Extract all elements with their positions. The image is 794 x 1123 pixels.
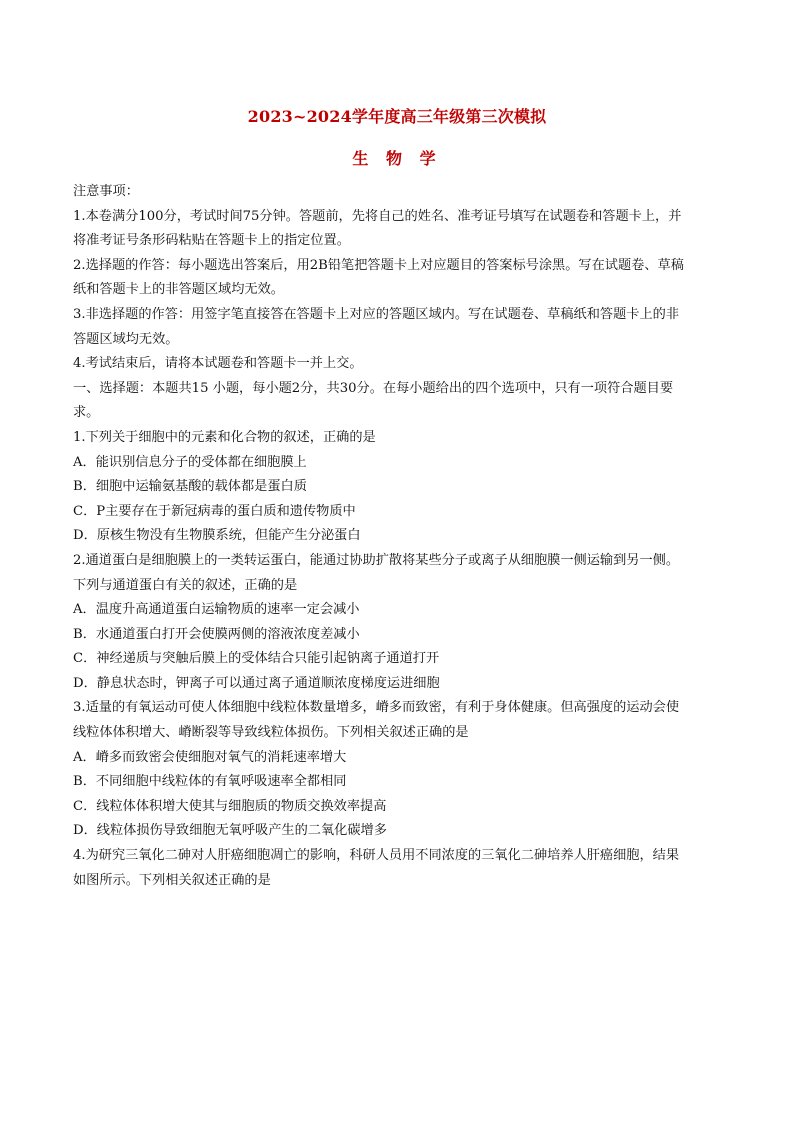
note-2-line-1: 2.选择题的作答：每小题选出答案后，用2B铅笔把答题卡上对应题目的答案标号涂黑。写在试题卷、草稿 (73, 257, 684, 273)
section-intro-line-2: 求。 (73, 405, 100, 421)
question-2-option-a: A．温度升高通道蛋白运输物质的速率一定会减小 (73, 602, 360, 618)
question-3-option-c: C．线粒体体积增大使其与细胞质的物质交换效率提高 (73, 798, 387, 814)
question-2-option-b: B．水通道蛋白打开会使膜两侧的溶液浓度差减小 (73, 626, 360, 642)
question-1-option-b: B．细胞中运输氨基酸的载体都是蛋白质 (73, 479, 307, 495)
question-1-stem: 1.下列关于细胞中的元素和化合物的叙述，正确的是 (73, 429, 376, 445)
question-2-option-c: C．神经递质与突触后膜上的受体结合只能引起钠离子通道打开 (73, 651, 440, 667)
note-2-line-2: 纸和答题卡上的非答题区域均无效。 (73, 282, 284, 298)
exam-body (73, 180, 725, 893)
section-intro-line-1: 一、选择题：本题共15 小题，每小题2分，共30分。在每小题给出的四个选项中，只有一项符合题目要 (73, 380, 674, 396)
question-2-stem-line-2: 下列与通道蛋白有关的叙述，正确的是 (73, 577, 298, 593)
exam-title: 2023~2024学年度高三年级第三次模拟 (247, 107, 547, 126)
question-1-option-c: C．P主要存在于新冠病毒的蛋白质和遗传物质中 (73, 503, 356, 519)
question-4-stem-line-2: 如图所示。下列相关叙述正确的是 (73, 872, 271, 888)
question-4-stem-line-1: 4.为研究三氧化二砷对人肝癌细胞凋亡的影响，科研人员用不同浓度的三氧化二砷培养人肝癌细胞，结果 (73, 848, 680, 864)
subject-title: 生 物 学 (352, 149, 442, 168)
question-3-option-a: A．嵴多而致密会使细胞对氧气的消耗速率增大 (73, 749, 347, 765)
question-2-stem-line-1: 2.通道蛋白是细胞膜上的一类转运蛋白，能通过协助扩散将某些分子或离子从细胞膜一侧运输到另一侧。 (73, 552, 680, 568)
question-3-option-d: D．线粒体损伤导致细胞无氧呼吸产生的二氧化碳增多 (73, 823, 387, 839)
question-3-option-b: B．不同细胞中线粒体的有氧呼吸速率全都相同 (73, 774, 347, 790)
question-1-option-d: D．原核生物没有生物膜系统，但能产生分泌蛋白 (73, 528, 361, 544)
notes-heading: 注意事项： (73, 184, 139, 199)
note-3-line-2: 答题区域均无效。 (73, 331, 179, 347)
question-3-stem-line-2: 线粒体体积增大、嵴断裂等导致线粒体损伤。下列相关叙述正确的是 (73, 725, 469, 741)
note-1-line-2: 将准考证号条形码粘贴在答题卡上的指定位置。 (73, 233, 350, 249)
note-1-line-1: 1.本卷满分100分，考试时间75分钟。答题前，先将自己的姓名、准考证号填写在试题卷和答题卡上，并 (73, 208, 682, 224)
note-3-line-1: 3.非选择题的作答：用签字笔直接答在答题卡上对应的答题区域内。写在试题卷、草稿纸和答题卡上的非 (73, 306, 680, 322)
note-4-line-1: 4.考试结束后，请将本试题卷和答题卡一并上交。 (73, 356, 363, 372)
question-3-stem-line-1: 3.适量的有氧运动可使人体细胞中线粒体数量增多，嵴多而致密，有利于身体健康。但高强度的运动会使 (73, 700, 680, 716)
question-2-option-d: D．静息状态时，钾离子可以通过离子通道顺浓度梯度运进细胞 (73, 675, 440, 691)
question-1-option-a: A．能识别信息分子的受体都在细胞膜上 (73, 454, 307, 470)
